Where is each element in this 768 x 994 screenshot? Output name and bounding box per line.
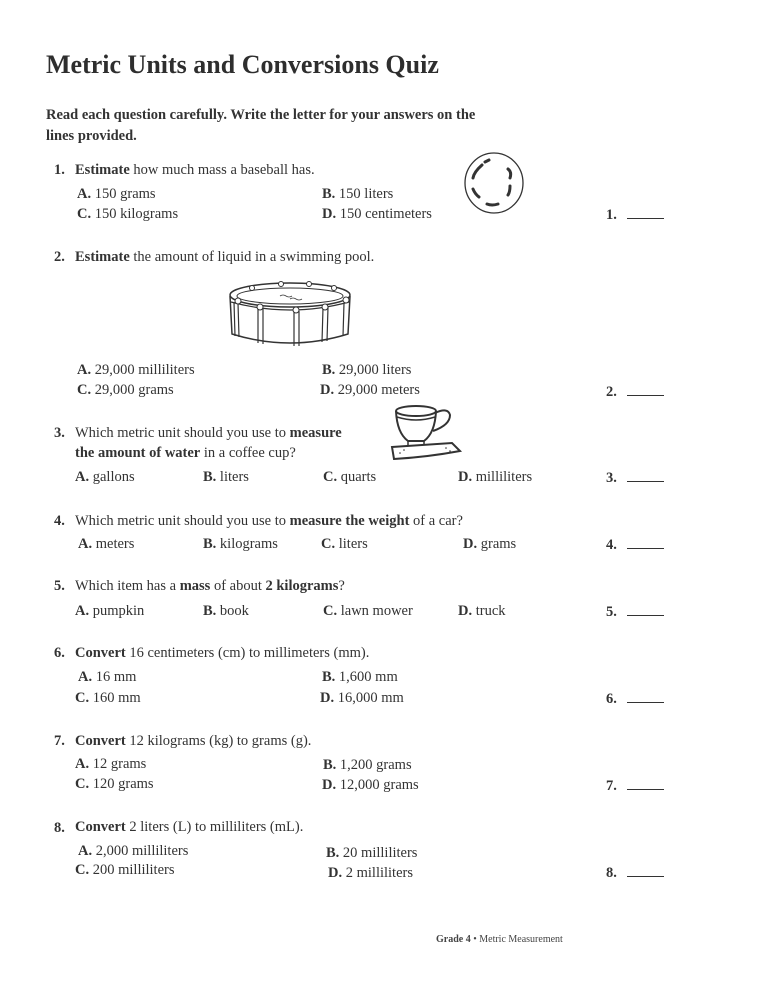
option-a: A. 29,000 milliliters	[77, 362, 195, 378]
option-a: A. 2,000 milliliters	[78, 843, 189, 859]
question-text: Which metric unit should you use to measure the weight of a car?	[75, 513, 463, 529]
option-c: C. 120 grams	[75, 776, 154, 792]
question-text: Which item has a mass of about 2 kilograms?	[75, 578, 345, 594]
question-text: Which metric unit should you use to measure	[75, 425, 342, 441]
answer-blank-4[interactable]: 4.	[606, 537, 664, 554]
option-d: D. 150 centimeters	[322, 206, 432, 222]
answer-blank-7[interactable]: 7.	[606, 778, 664, 795]
question-number: 7.	[54, 733, 65, 749]
page-footer: Grade 4 • Metric Measurement	[436, 934, 563, 945]
option-d: D. truck	[458, 603, 506, 619]
question-text: Convert 16 centimeters (cm) to millimeters (mm).	[75, 645, 370, 661]
option-b: B. book	[203, 603, 249, 619]
question-text: Estimate the amount of liquid in a swimming pool.	[75, 249, 375, 265]
option-c: C. liters	[321, 536, 368, 552]
question-number: 3.	[54, 425, 65, 441]
question-text-line2: the amount of water in a coffee cup?	[75, 445, 296, 461]
answer-blank-2[interactable]: 2.	[606, 384, 664, 401]
option-c: C. 200 milliliters	[75, 862, 175, 878]
option-b: B. 29,000 liters	[322, 362, 412, 378]
option-d: D. milliliters	[458, 469, 533, 485]
option-d: D. grams	[463, 536, 517, 552]
question-number: 8.	[54, 820, 65, 836]
question-number: 2.	[54, 249, 65, 265]
option-a: A. 16 mm	[78, 669, 137, 685]
baseball-icon	[462, 150, 526, 216]
instructions: Read each question carefully. Write the letter for your answers on the lines provided.	[46, 107, 476, 144]
answer-blank-3[interactable]: 3.	[606, 470, 664, 487]
coffee-cup-icon	[388, 403, 464, 461]
question-number: 6.	[54, 645, 65, 661]
question-text: Estimate how much mass a baseball has.	[75, 162, 315, 178]
option-c: C. 160 mm	[75, 690, 141, 706]
option-d: D. 12,000 grams	[322, 777, 419, 793]
option-d: D. 16,000 mm	[320, 690, 404, 706]
answer-blank-6[interactable]: 6.	[606, 691, 664, 708]
option-b: B. kilograms	[203, 536, 278, 552]
answer-blank-8[interactable]: 8.	[606, 865, 664, 882]
question-number: 5.	[54, 578, 65, 594]
option-b: B. 150 liters	[322, 186, 394, 202]
option-a: A. 150 grams	[77, 186, 156, 202]
option-c: C. quarts	[323, 469, 377, 485]
option-b: B. liters	[203, 469, 249, 485]
option-d: D. 29,000 meters	[320, 382, 420, 398]
swimming-pool-icon	[224, 278, 356, 348]
option-c: C. 29,000 grams	[77, 382, 174, 398]
question-number: 1.	[54, 162, 65, 178]
question-text: Convert 2 liters (L) to milliliters (mL).	[75, 819, 304, 835]
option-a: A. gallons	[75, 469, 135, 485]
option-d: D. 2 milliliters	[328, 865, 413, 881]
answer-blank-5[interactable]: 5.	[606, 604, 664, 621]
option-b: B. 1,200 grams	[323, 757, 412, 773]
option-a: A. 12 grams	[75, 756, 147, 772]
option-c: C. lawn mower	[323, 603, 413, 619]
question-number: 4.	[54, 513, 65, 529]
option-a: A. pumpkin	[75, 603, 145, 619]
page-title: Metric Units and Conversions Quiz	[46, 50, 439, 79]
option-a: A. meters	[78, 536, 135, 552]
option-b: B. 1,600 mm	[322, 669, 398, 685]
option-c: C. 150 kilograms	[77, 206, 179, 222]
question-text: Convert 12 kilograms (kg) to grams (g).	[75, 733, 312, 749]
answer-blank-1[interactable]: 1.	[606, 207, 664, 224]
option-b: B. 20 milliliters	[326, 845, 418, 861]
